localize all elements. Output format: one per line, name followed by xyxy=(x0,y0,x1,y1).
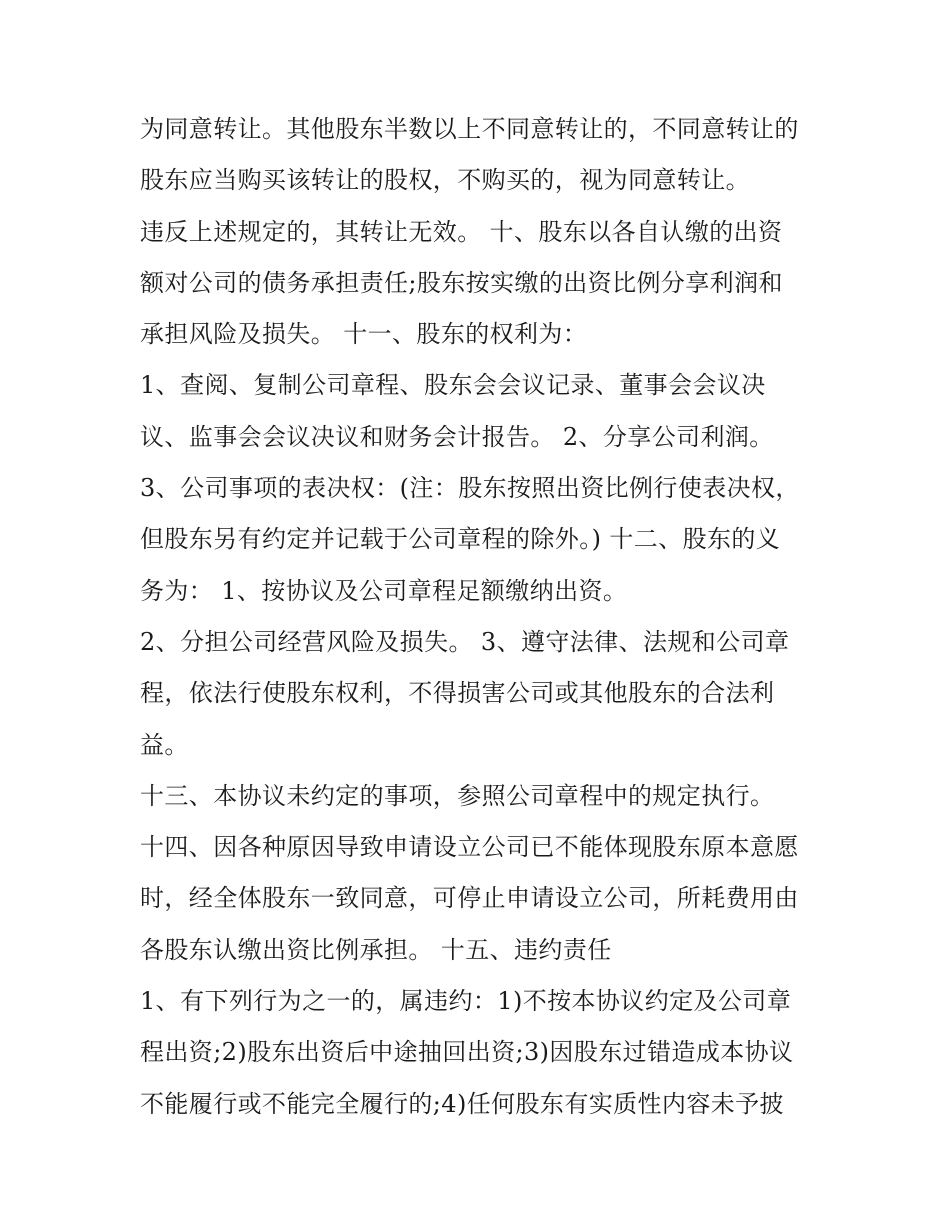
text-line: 但股东另有约定并记载于公司章程的除外。) 十二、股东的义 xyxy=(140,525,781,554)
text-line: 程，依法行使股东权利，不得损害公司或其他股东的合法利 xyxy=(140,679,775,708)
text-line: 议、监事会会议决议和财务会计报告。 2、分享公司利润。 xyxy=(140,422,774,451)
text-line: 十四、因各种原因导致申请设立公司已不能体现股东原本意愿 xyxy=(140,833,799,862)
text-line: 股东应当购买该转让的股权，不购买的，视为同意转让。 xyxy=(140,166,750,195)
text-line: 时，经全体股东一致同意，可停止申请设立公司，所耗费用由 xyxy=(140,884,799,913)
text-line: 务为： 1、按协议及公司章程足额缴纳出资。 xyxy=(140,576,628,605)
text-line: 违反上述规定的，其转让无效。 十、股东以各自认缴的出资 xyxy=(140,217,783,246)
text-line: 为同意转让。其他股东半数以上不同意转让的，不同意转让的 xyxy=(140,115,799,143)
text-line: 2、分担公司经营风险及损失。 3、遵守法律、法规和公司章 xyxy=(140,627,790,656)
document-body xyxy=(140,104,820,1130)
text-line: 1、查阅、复制公司章程、股东会会议记录、董事会会议决 xyxy=(140,371,766,400)
text-line: 3、公司事项的表决权：(注：股东按照出资比例行使表决权， xyxy=(140,474,800,503)
text-line: 额对公司的债务承担责任;股东按实缴的出资比例分享利润和 xyxy=(140,268,783,297)
text-line: 不能履行或不能完全履行的;4)任何股东有实质性内容未予披 xyxy=(140,1089,784,1118)
text-line: 1、有下列行为之一的，属违约：1)不按本协议约定及公司章 xyxy=(140,987,792,1016)
text-line: 承担风险及损失。 十一、股东的权利为： xyxy=(140,320,588,349)
text-line: 十三、本协议未约定的事项，参照公司章程中的规定执行。 xyxy=(140,781,775,810)
text-line: 各股东认缴出资比例承担。 十五、违约责任 xyxy=(140,935,612,964)
text-line: 益。 xyxy=(140,730,189,759)
text-line: 程出资;2)股东出资后中途抽回出资;3)因股东过错造成本协议 xyxy=(140,1038,794,1067)
